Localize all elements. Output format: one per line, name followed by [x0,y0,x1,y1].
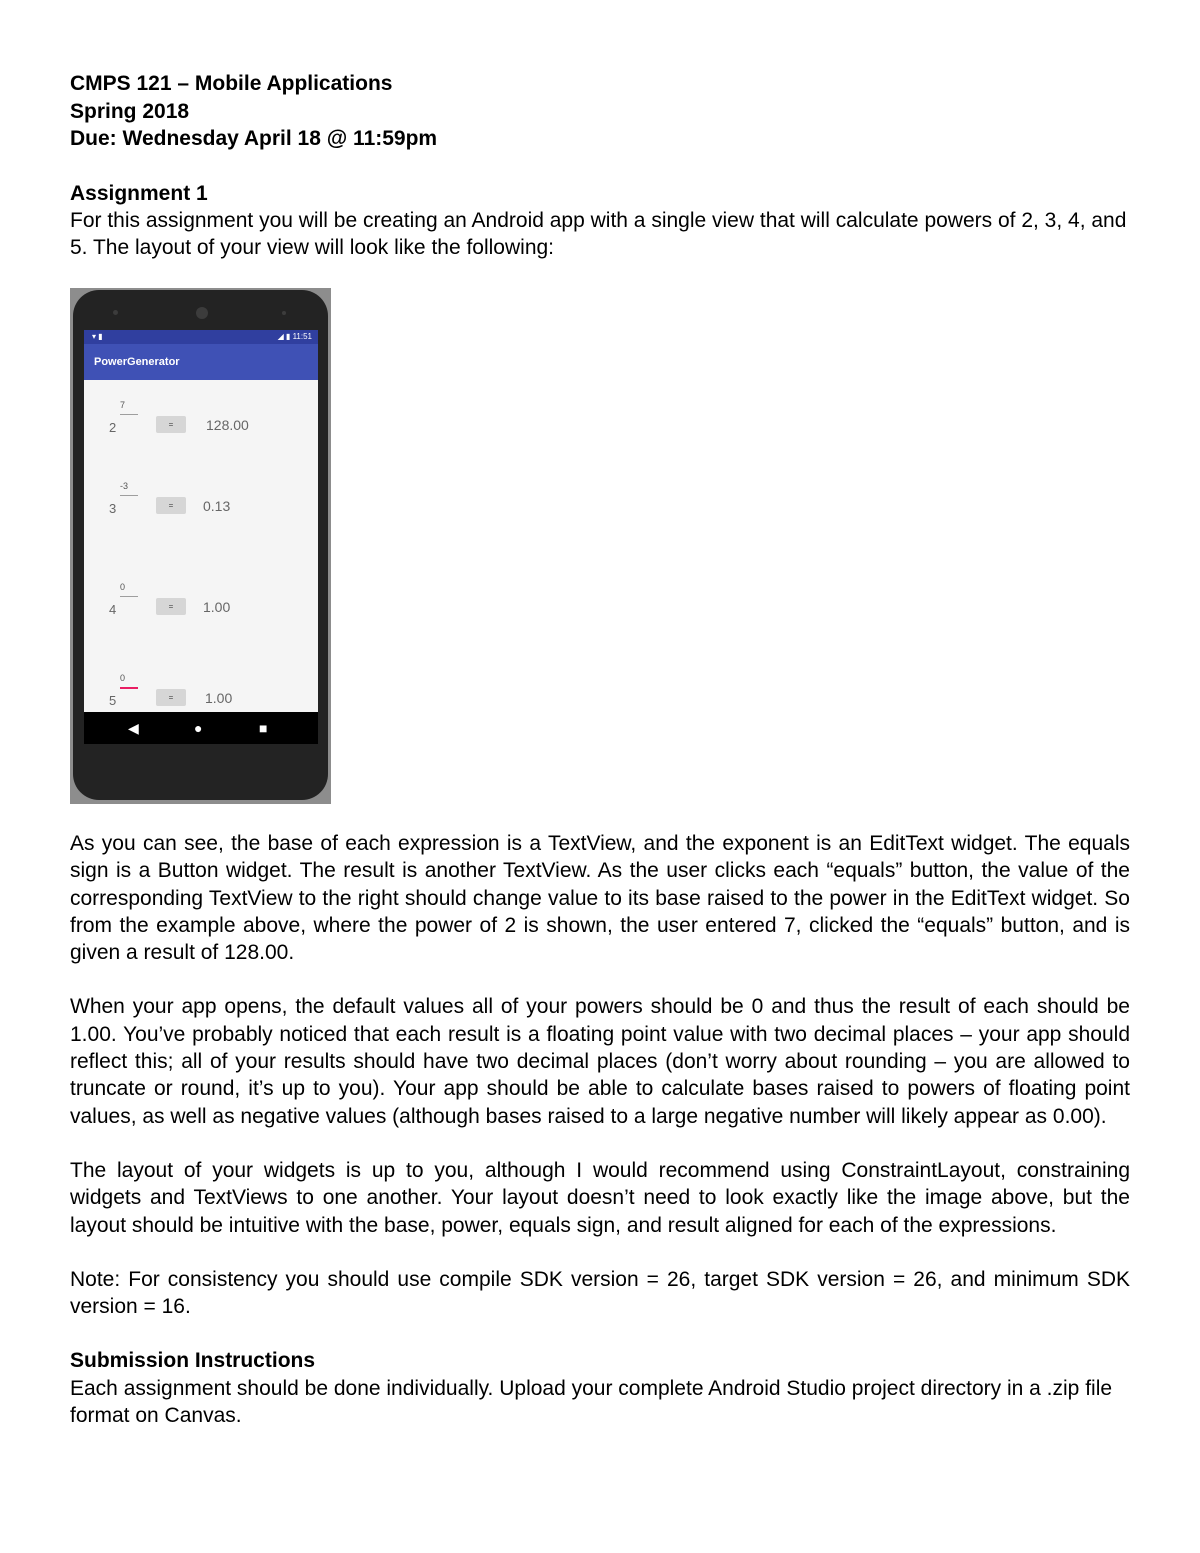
result-textview: 128.00 [206,417,249,433]
speaker-dot-icon [113,310,118,315]
result-textview: 0.13 [203,498,231,514]
assignment-heading: Assignment 1 [70,181,208,205]
equals-button[interactable]: = [156,598,186,615]
power-row [84,481,318,521]
sensor-dot-icon [282,311,286,315]
paragraph-widgets: As you can see, the base of each expression is a TextView, and the exponent is an EditText widget. The equals sign is a Button widget. The result is another TextView. As the user clicks each “equals” button, the value of the corresponding TextView to the right should change value to its base raised to the power in the EditText widget. So from the example above, where the power of 2 is shown, the user entered 7, clicked the “equals” button, and is given a result of 128.00. [70,832,1130,965]
assignment-intro: For this assignment you will be creating an Android app with a single view that will calculate powers of 2, 3, 4, and 5. The layout of your view will look like the following: [70,209,1127,260]
paragraph-sdk-note: Note: For consistency you should use compile SDK version = 26, target SDK version = 26, and minimum SDK version = 16. [70,1267,1130,1319]
app-bar [84,344,318,380]
document-page [70,70,1130,262]
equals-button[interactable]: = [156,416,186,433]
paragraph-layout: The layout of your widgets is up to you, although I would recommend using ConstraintLayout, constraining widgets and TextViews to one another. Your layout doesn’t need to look exactly like the image above, but the layout should be intuitive with the base, power, equals sign, and result aligned for each of the expressions. [70,1158,1130,1237]
back-icon[interactable]: ◀ [128,720,139,736]
recent-apps-icon[interactable]: ■ [259,720,268,736]
exponent-edittext[interactable]: 7 [120,400,126,410]
power-row [84,582,318,622]
exponent-edittext[interactable]: 0 [120,673,126,683]
term: Spring 2018 [70,99,190,123]
phone-screen [84,330,318,712]
document-body [70,830,1130,1430]
notification-icons: ▾ ▮ [92,332,103,341]
exponent-underline [120,596,138,597]
submission-heading: Submission Instructions [70,1349,316,1373]
exponent-edittext[interactable]: 0 [120,582,126,592]
power-row [84,400,318,440]
home-icon[interactable]: ● [194,720,203,736]
equals-button[interactable]: = [156,497,186,514]
status-bar [84,330,318,344]
result-textview: 1.00 [203,599,231,615]
result-textview: 1.00 [205,690,233,706]
navigation-bar [84,712,318,744]
base-textview: 4 [109,602,117,617]
exponent-underline-focused [120,687,138,689]
paragraph-defaults: When your app opens, the default values all of your powers should be 0 and thus the result of each should be 1.00. You’ve probably noticed that each result is a floating point value with two decimal places – your app should reflect this; all of your results should have two decimal places (don’t worry about rounding – you are allowed to truncate or round, it’s up to you). Your app should be able to calculate bases raised to powers of floating point values, as well as negative values (although bases raised to a large negative number will likely appear as 0.00). [70,995,1130,1128]
base-textview: 5 [109,693,117,708]
due-date: Due: Wednesday April 18 @ 11:59pm [70,127,438,150]
base-textview: 3 [109,501,117,516]
submission-text: Each assignment should be done individually. Upload your complete Android Studio project directory in a .zip file format on Canvas. [70,1376,1113,1428]
exponent-edittext[interactable]: -3 [120,481,129,491]
app-title: PowerGenerator [94,356,180,368]
status-clock: ◢ ▮ 11:51 [277,332,312,341]
exponent-underline [120,414,138,415]
course-title: CMPS 121 – Mobile Applications [70,72,393,95]
power-row [84,673,318,712]
base-textview: 2 [109,420,117,435]
exponent-underline [120,495,138,496]
front-camera-icon [196,307,208,319]
equals-button[interactable]: = [156,689,186,706]
